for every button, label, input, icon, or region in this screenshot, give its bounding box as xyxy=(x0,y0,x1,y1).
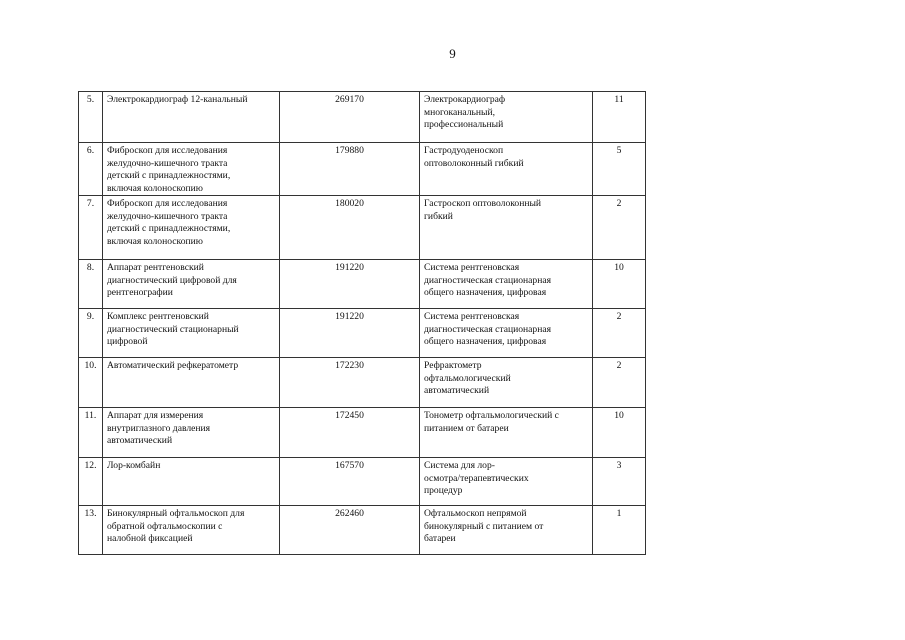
equipment-code-cell xyxy=(280,358,420,408)
equipment-code: 180020 xyxy=(335,198,364,209)
quantity-cell xyxy=(593,143,646,196)
equipment-code-cell xyxy=(280,260,420,309)
quantity: 2 xyxy=(616,360,622,371)
row-number-cell xyxy=(79,143,103,196)
equipment-type: Система рентгеновская диагностическая стационарная общего назначения, цифровая xyxy=(424,311,552,347)
equipment-code-cell xyxy=(280,408,420,458)
quantity: 11 xyxy=(614,94,624,105)
page-number: 9 xyxy=(449,46,456,61)
equipment-code: 179880 xyxy=(335,145,364,156)
equipment-code-cell xyxy=(280,92,420,143)
equipment-name-cell xyxy=(103,196,280,260)
table-row xyxy=(79,260,646,309)
row-number-cell xyxy=(79,408,103,458)
quantity: 2 xyxy=(616,311,622,322)
equipment-name: Фиброскоп для исследования желудочно-кишечного тракта детский с принадлежностями, включая колоноскопию xyxy=(107,145,231,194)
equipment-code: 191220 xyxy=(335,262,364,273)
equipment-name: Лор-комбайн xyxy=(107,460,161,471)
row-number-cell xyxy=(79,92,103,143)
equipment-code: 172230 xyxy=(335,360,364,371)
equipment-name-cell xyxy=(103,458,280,506)
equipment-name-cell xyxy=(103,309,280,358)
equipment-name-cell xyxy=(103,260,280,309)
equipment-name-cell xyxy=(103,408,280,458)
row-number-cell xyxy=(79,458,103,506)
table-row xyxy=(79,143,646,196)
equipment-type: Тонометр офтальмологический с питанием от батареи xyxy=(424,410,559,434)
equipment-name: Комплекс рентгеновский диагностический стационарный цифровой xyxy=(107,311,239,347)
equipment-type: Система для лор- осмотра/терапевтических процедур xyxy=(424,460,529,496)
quantity: 3 xyxy=(616,460,622,471)
equipment-type: Рефрактометр офтальмологический автоматический xyxy=(424,360,511,396)
row-number: 6. xyxy=(86,145,95,156)
equipment-name-cell xyxy=(103,358,280,408)
equipment-name: Бинокулярный офтальмоскоп для обратной офтальмоскопии с налобной фиксацией xyxy=(107,508,245,544)
quantity-cell xyxy=(593,309,646,358)
equipment-type-cell xyxy=(420,260,593,309)
equipment-type: Офтальмоскоп непрямой бинокулярный с питанием от батареи xyxy=(424,508,544,544)
table-row xyxy=(79,309,646,358)
equipment-type-cell xyxy=(420,92,593,143)
equipment-code-cell xyxy=(280,458,420,506)
equipment-type-cell xyxy=(420,143,593,196)
row-number: 10. xyxy=(84,360,97,371)
quantity-cell xyxy=(593,196,646,260)
quantity-cell xyxy=(593,358,646,408)
row-number-cell xyxy=(79,260,103,309)
row-number-cell xyxy=(79,196,103,260)
quantity-cell xyxy=(593,260,646,309)
equipment-type: Гастроскоп оптоволоконный гибкий xyxy=(424,198,542,222)
equipment-code-cell xyxy=(280,143,420,196)
equipment-type: Электрокардиограф многоканальный, профессиональный xyxy=(424,94,506,130)
equipment-name: Автоматический рефкератометр xyxy=(107,360,239,371)
equipment-code: 191220 xyxy=(335,311,364,322)
table-row xyxy=(79,92,646,143)
row-number-cell xyxy=(79,358,103,408)
quantity-cell xyxy=(593,408,646,458)
quantity: 10 xyxy=(614,262,624,273)
quantity-cell xyxy=(593,458,646,506)
table-row xyxy=(79,506,646,555)
table-row xyxy=(79,408,646,458)
equipment-name-cell xyxy=(103,506,280,555)
equipment-type-cell xyxy=(420,506,593,555)
quantity-cell xyxy=(593,92,646,143)
row-number: 9. xyxy=(86,311,95,322)
table-row xyxy=(79,458,646,506)
equipment-code: 262460 xyxy=(335,508,364,519)
row-number: 8. xyxy=(86,262,95,273)
row-number-cell xyxy=(79,309,103,358)
equipment-type-cell xyxy=(420,408,593,458)
row-number: 7. xyxy=(86,198,95,209)
equipment-code: 269170 xyxy=(335,94,364,105)
equipment-code-cell xyxy=(280,506,420,555)
row-number: 12. xyxy=(84,460,97,471)
row-number: 11. xyxy=(84,410,97,421)
row-number-cell xyxy=(79,506,103,555)
quantity: 5 xyxy=(616,145,622,156)
quantity: 1 xyxy=(616,508,622,519)
equipment-name-cell xyxy=(103,92,280,143)
equipment-type: Система рентгеновская диагностическая стационарная общего назначения, цифровая xyxy=(424,262,552,298)
equipment-type-cell xyxy=(420,358,593,408)
equipment-type-cell xyxy=(420,309,593,358)
row-number: 5. xyxy=(86,94,95,105)
row-number: 13. xyxy=(84,508,97,519)
equipment-code: 167570 xyxy=(335,460,364,471)
equipment-type-cell xyxy=(420,196,593,260)
table-row xyxy=(79,196,646,260)
equipment-type-cell xyxy=(420,458,593,506)
equipment-code-cell xyxy=(280,196,420,260)
quantity: 10 xyxy=(614,410,624,421)
table-row xyxy=(79,358,646,408)
quantity-cell xyxy=(593,506,646,555)
equipment-code-cell xyxy=(280,309,420,358)
equipment-name: Аппарат рентгеновский диагностический цифровой для рентгенографии xyxy=(107,262,237,298)
quantity: 2 xyxy=(616,198,622,209)
equipment-name: Фиброскоп для исследования желудочно-кишечного тракта детский с принадлежностями, включая колоноскопию xyxy=(107,198,231,247)
table-body xyxy=(79,92,646,555)
equipment-code: 172450 xyxy=(335,410,364,421)
equipment-name: Электрокардиограф 12-канальный xyxy=(107,94,248,105)
equipment-name: Аппарат для измерения внутриглазного давления автоматический xyxy=(107,410,211,446)
equipment-name-cell xyxy=(103,143,280,196)
equipment-type: Гастродуоденоскоп оптоволоконный гибкий xyxy=(424,145,524,169)
equipment-table xyxy=(78,91,646,555)
